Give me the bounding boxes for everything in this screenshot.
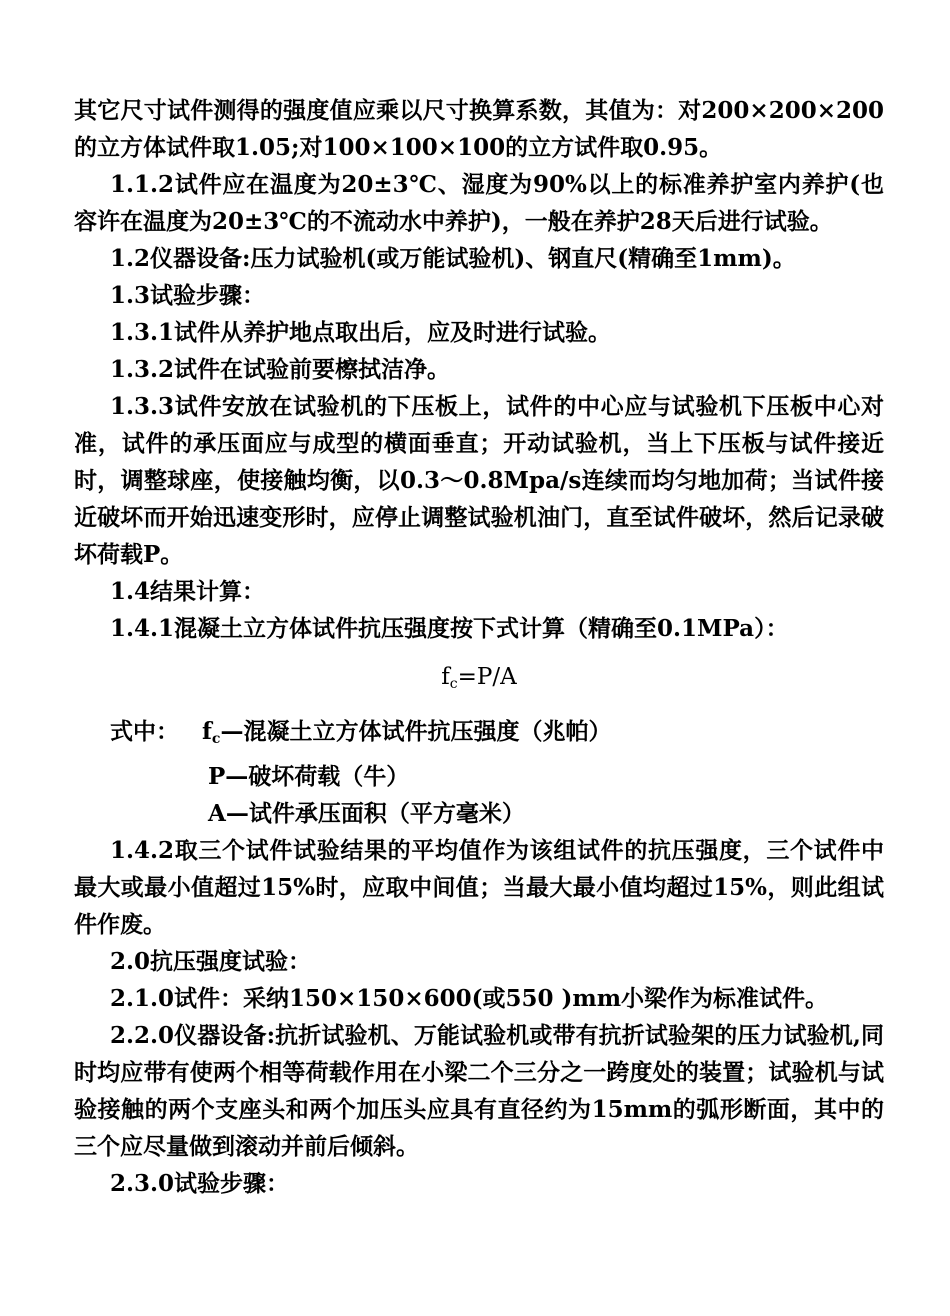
where-var-f: f (202, 718, 212, 745)
where-label: 式中： (110, 718, 179, 745)
where-block (74, 713, 884, 758)
paragraph-2-2-0: 2.2.0仪器设备:抗折试验机、万能试验机或带有抗折试验架的压力试验机,同时均应带有使两个相等荷载作用在小梁二个三分之一跨度处的装置；试验机与试验接触的两个支座头和两个加压头应具有直径约为15mm的弧形断面，其中的三个应尽量做到滚动并前后倾斜。 (74, 1022, 884, 1160)
formula-rest: =P/A (457, 664, 517, 690)
where-line-a: A—试件承压面积（平方毫米） (208, 800, 525, 827)
paragraph-1-4-1: 1.4.1混凝土立方体试件抗压强度按下式计算（精确至0.1MPa）： (110, 615, 789, 642)
paragraph-1-1-2: 1.1.2试件应在温度为20±3℃、湿度为90%以上的标准养护室内养护(也容许在温度为20±3℃的不流动水中养护)，一般在养护28天后进行试验。 (74, 171, 884, 235)
formula (74, 659, 884, 703)
paragraph-2-3-0: 2.3.0试验步骤： (110, 1170, 290, 1197)
where-line-fc (202, 713, 884, 758)
paragraph-2-1-0: 2.1.0试件：采纳150×150×600(或550 )mm小梁作为标准试件。 (110, 985, 829, 1012)
where-line-p: P—破坏荷载（牛） (208, 763, 410, 790)
where-var-sub: c (211, 731, 221, 747)
paragraph-1-4-2: 1.4.2取三个试件试验结果的平均值作为该组试件的抗压强度，三个试件中最大或最小值超过15%时，应取中间值；当最大最小值均超过15%，则此组试件作废。 (74, 837, 884, 938)
paragraph-1-2: 1.2仪器设备:压力试验机(或万能试验机)、钢直尺(精确至1mm)。 (110, 245, 796, 272)
paragraph-1-3: 1.3试验步骤： (110, 282, 266, 309)
formula-var: f (441, 664, 450, 690)
document-page (74, 92, 884, 1202)
where-fc-text: —混凝土立方体试件抗压强度（兆帕） (220, 718, 612, 745)
paragraph-2-0: 2.0抗压强度试验： (110, 948, 312, 975)
formula-sub: c (449, 676, 458, 692)
paragraph-size-factor: 其它尺寸试件测得的强度值应乘以尺寸换算系数，其值为：对200×200×200的立方体试件取1.05;对100×100×100的立方试件取0.95。 (74, 97, 884, 161)
where-definitions (202, 713, 884, 758)
paragraph-1-3-1: 1.3.1试件从养护地点取出后，应及时进行试验。 (110, 319, 612, 346)
paragraph-1-3-2: 1.3.2试件在试验前要檫拭洁净。 (110, 356, 451, 383)
paragraph-1-4: 1.4结果计算： (110, 578, 266, 605)
paragraph-1-3-3: 1.3.3试件安放在试验机的下压板上，试件的中心应与试验机下压板中心对准，试件的承压面应与成型的横面垂直；开动试验机，当上下压板与试件接近时，调整球座，使接触均衡，以0.3～0.8Mpa/s连续而均匀地加荷；当试件接近破坏而开始迅速变形时，应停止调整试验机油门，直至试件破坏，然后记录破坏荷载P。 (74, 393, 884, 568)
